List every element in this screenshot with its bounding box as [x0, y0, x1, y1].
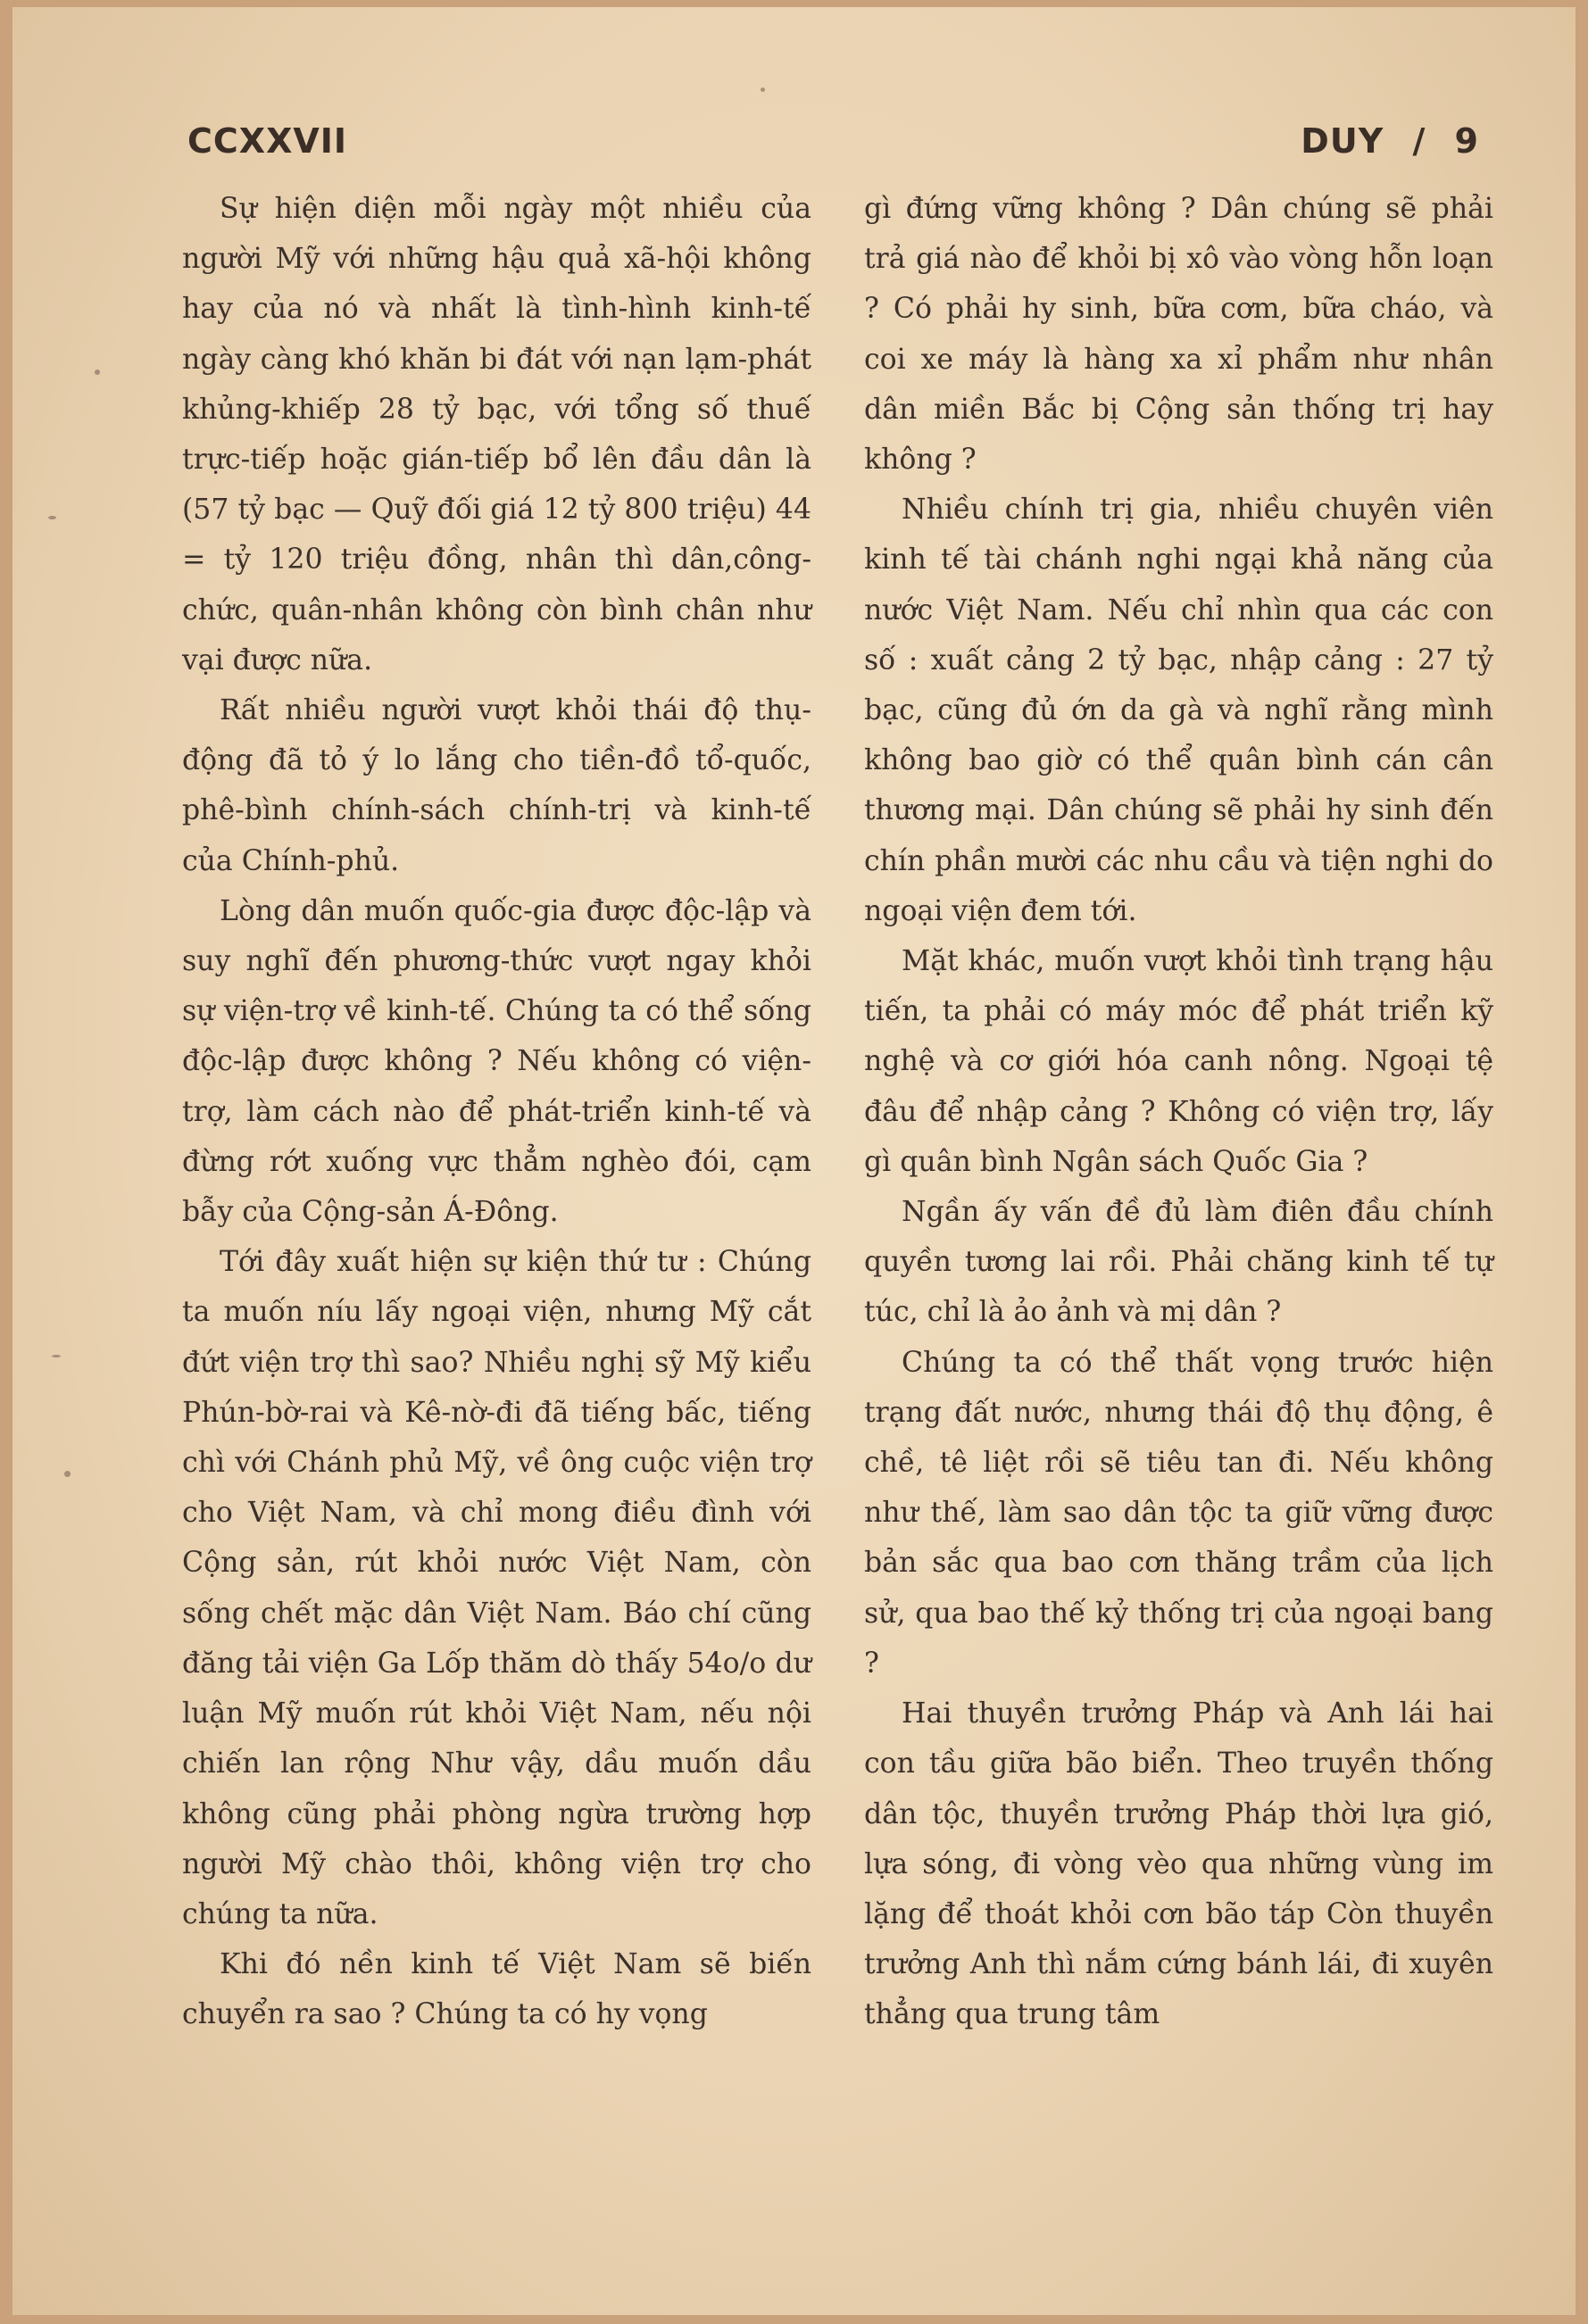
paragraph: Sự hiện diện mỗi ngày một nhiều của người Mỹ với những hậu quả xã-hội không hay của nó và nhất là tình-hình kinh-tế ngày càng khó khăn bi đát với nạn lạm-phát khủng-khiếp 28 tỷ bạc, với tổng số thuế trực-tiếp hoặc gián-tiếp bổ lên đầu dân là (57 tỷ bạc — Quỹ đối giá 12 tỷ 800 triệu) 44 = tỷ 120 triệu đồng, nhân thì dân,công-chức, quân-nhân không còn bình chân như vại được nữa. [182, 193, 811, 676]
right-column [864, 184, 1493, 2040]
paragraph: Nhiều chính trị gia, nhiều chuyên viên kinh tế tài chánh nghi ngại khả năng của nước Việt Nam. Nếu chỉ nhìn qua các con số : xuất cảng 2 tỷ bạc, nhập cảng : 27 tỷ bạc, cũng đủ ớn da gà và nghĩ rằng mình không bao giờ có thể quân bình cán cân thương mại. Dân chúng sẽ phải hy sinh đến chín phần mười các nhu cầu và tiện nghi do ngoại viện đem tới. [864, 494, 1493, 927]
paper-speck [761, 87, 765, 92]
paragraph: Lòng dân muốn quốc-gia được độc-lập và suy nghĩ đến phương-thức vượt ngay khỏi sự viện-trợ về kinh-tế. Chúng ta có thể sống độc-lập được không ? Nếu không có viện-trợ, làm cách nào để phát-triển kinh-tế và đừng rớt xuống vực thẳm nghèo đói, cạm bẫy của Cộng-sản Á-Đông. [182, 894, 811, 1229]
paragraph: Mặt khác, muốn vượt khỏi tình trạng hậu tiến, ta phải có máy móc để phát triển kỹ nghệ và cơ giới hóa canh nông. Ngoại tệ đâu để nhập cảng ? Không có viện trợ, lấy gì quân bình Ngân sách Quốc Gia ? [864, 945, 1493, 1178]
page-header-left: CCXXVII [187, 121, 348, 161]
paragraph: Hai thuyền trưởng Pháp và Anh lái hai con tầu giữa bão biển. Theo truyền thống dân tộc, thuyền trưởng Pháp thời lựa gió, lựa sóng, đi vòng vèo qua những vùng im lặng để thoát khỏi cơn bão táp Còn thuyền trưởng Anh thì nắm cứng bánh lái, đi xuyên thẳng qua trung tâm [864, 1697, 1493, 2031]
page-header-right: DUY / 9 [1301, 121, 1479, 161]
paragraph: Tới đây xuất hiện sự kiện thứ tư : Chúng ta muốn níu lấy ngoại viện, nhưng Mỹ cắt đứt viện trợ thì sao? Nhiều nghị sỹ Mỹ kiểu Phún-bờ-rai và Kê-nờ-đi đã tiếng bấc, tiếng chì với Chánh phủ Mỹ, về ông cuộc viện trợ cho Việt Nam, và chỉ mong điều đình với Cộng sản, rút khỏi nước Việt Nam, còn sống chết mặc dân Việt Nam. Báo chí cũng đăng tải viện Ga Lốp thăm dò thấy 54o/o dư luận Mỹ muốn rút khỏi Việt Nam, nếu nội chiến lan rộng Như vậy, dầu muốn dầu không cũng phải phòng ngừa trường hợp người Mỹ chào thôi, không viện trợ cho chúng ta nữa. [182, 1246, 811, 1930]
book-page [12, 7, 1576, 2315]
paper-speck [95, 369, 100, 375]
paper-speck [52, 1355, 61, 1357]
paper-speck [64, 1471, 71, 1477]
paragraph: gì đứng vững không ? Dân chúng sẽ phải trả giá nào để khỏi bị xô vào vòng hỗn loạn ? Có phải hy sinh, bữa cơm, bữa cháo, và coi xe máy là hàng xa xỉ phẩm như nhân dân miền Bắc bị Cộng sản thống trị hay không ? [864, 193, 1493, 477]
paragraph: Rất nhiều người vượt khỏi thái độ thụ-động đã tỏ ý lo lắng cho tiền-đồ tổ-quốc, phê-bình chính-sách chính-trị và kinh-tế của Chính-phủ. [182, 694, 811, 877]
paragraph: Chúng ta có thể thất vọng trước hiện trạng đất nước, nhưng thái độ thụ động, ê chề, tê liệt rồi sẽ tiêu tan đi. Nếu không như thế, làm sao dân tộc ta giữ vững được bản sắc qua bao cơn thăng trầm của lịch sử, qua bao thế kỷ thống trị của ngoại bang ? [864, 1346, 1493, 1680]
paper-speck [48, 516, 56, 519]
paragraph: Khi đó nền kinh tế Việt Nam sẽ biến chuyển ra sao ? Chúng ta có hy vọng [182, 1948, 811, 2031]
left-column [182, 184, 811, 2040]
paragraph: Ngần ấy vấn đề đủ làm điên đầu chính quyền tương lai rồi. Phải chăng kinh tế tự túc, chỉ là ảo ảnh và mị dân ? [864, 1196, 1493, 1329]
